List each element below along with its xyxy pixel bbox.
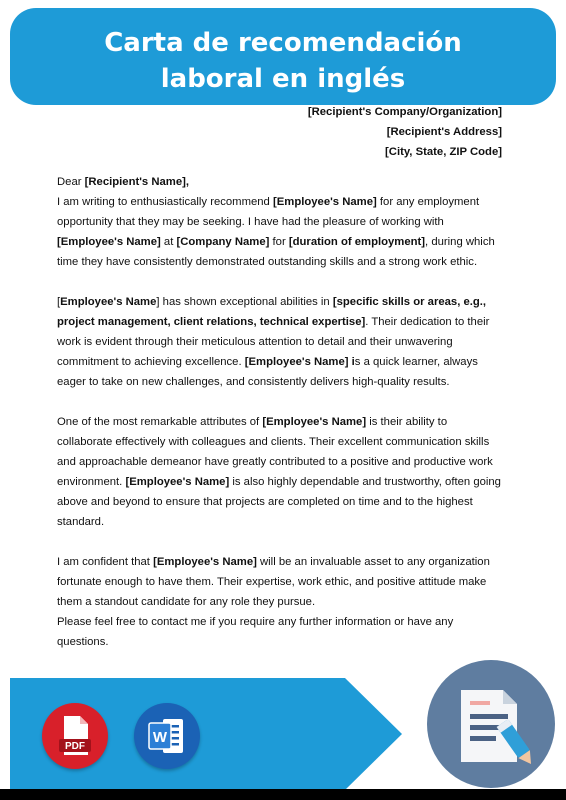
text: s a quick learner, always eager to take on new challenges, and consistently delivers high-quality results. <box>57 356 478 388</box>
recipient-address: [Recipient's Address] <box>386 126 502 138</box>
pdf-label: PDF <box>65 741 85 752</box>
text: . Their dedication to their work is evident through their meticulous attention to detail and their unwavering commitment to achieving excellence. <box>57 316 490 368</box>
pdf-file-icon <box>42 703 108 769</box>
text: [ <box>57 296 61 308</box>
placeholder: [duration of employment] <box>288 236 426 248</box>
text: I am confident that <box>57 556 154 568</box>
pdf-download-icon[interactable] <box>42 703 108 769</box>
paragraph-1 <box>57 192 502 272</box>
placeholder: [Employee's Name] i <box>244 356 355 368</box>
text: One of the most remarkable attributes of <box>57 416 263 428</box>
placeholder: [Employee's Name] <box>272 196 377 208</box>
placeholder: [Employee's Name] <box>153 556 257 568</box>
page-title: Carta de recomendación laboral en inglés <box>104 28 462 94</box>
text: at <box>160 236 177 248</box>
text: ] has shown exceptional abilities in <box>156 296 333 308</box>
title-banner <box>10 8 556 105</box>
document-pen-icon <box>427 660 555 788</box>
document-edit-icon <box>427 660 555 788</box>
text: is also highly dependable and trustworthy, often going above and beyond to ensure that projects are completed on time and to the highest standard. <box>57 476 501 528</box>
greeting-text: Dear <box>57 176 85 188</box>
paragraph-3 <box>57 412 502 532</box>
text: I am writing to enthusiastically recommend <box>57 196 273 208</box>
greeting <box>57 172 502 192</box>
bottom-bar <box>0 789 566 800</box>
paragraph-4 <box>57 552 502 612</box>
text: will be an invaluable asset to any organization fortunate enough to have them. Their expertise, work ethic, and positive attitude make them a standout candidate for any role they pursue. <box>57 556 490 608</box>
text: is their ability to collaborate effectively with colleagues and clients. Their excellent communication skills and approachable demeanor have greatly contributed to a positive and productive work environment. <box>57 416 493 488</box>
placeholder: [Employee's Name] <box>57 236 161 248</box>
placeholder: Employee's Name <box>60 296 157 308</box>
placeholder: [Employee's Name] <box>262 416 367 428</box>
word-file-icon <box>134 703 200 769</box>
paragraph-5: Please feel free to contact me if you require any further information or have any questions. <box>57 616 454 648</box>
recipient-company: [Recipient's Company/Organization] <box>307 106 502 118</box>
word-download-icon[interactable] <box>134 703 200 769</box>
text: for any employment opportunity that they may be seeking. I have had the pleasure of working with <box>57 196 480 228</box>
text: for <box>269 236 289 248</box>
placeholder: [specific skills or areas, e.g., project management, client relations, technical expertise] <box>57 296 487 328</box>
placeholder: [Company Name] <box>176 236 270 248</box>
word-label: W <box>152 729 168 746</box>
recipient-city: [City, State, ZIP Code] <box>385 146 502 158</box>
letter-body <box>57 172 502 652</box>
paragraph-2 <box>57 292 502 392</box>
greeting-name: [Recipient's Name], <box>84 176 190 188</box>
placeholder: [Employee's Name] <box>125 476 230 488</box>
text: , during which time they have consistently demonstrated outstanding skills and a strong work ethic. <box>57 236 495 268</box>
